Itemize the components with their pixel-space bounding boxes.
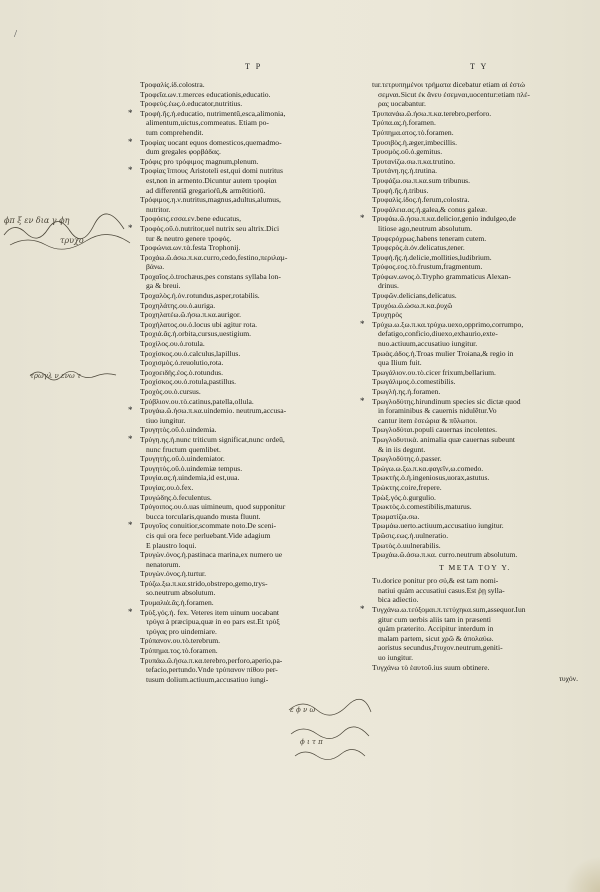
dictionary-entry	[372, 512, 578, 522]
entry-text: Τρυφὴ.ῆς.ἡ.delicie,mollities,ludibrium.	[372, 252, 492, 262]
dictionary-entry	[140, 464, 368, 474]
dictionary-entry	[372, 634, 578, 644]
dictionary-entry	[372, 349, 578, 359]
entry-text: tiuo iungitur.	[146, 415, 186, 425]
dictionary-entry	[140, 541, 368, 551]
dictionary-entry	[372, 387, 578, 397]
entry-text: Τρύφων.ωνος.ὁ.Trypho grammaticus Alexan-	[372, 271, 511, 281]
entry-text: σεμναι.Sicut ἐκ ἄνευ ἐσεμναι,uocentur:etiam πλέ-	[378, 89, 530, 99]
dictionary-entry	[140, 358, 368, 368]
dictionary-entry	[372, 166, 578, 176]
entry-text: Τρύπα.ας.ἡ.foramen.	[372, 118, 436, 128]
entry-text: Τρυγητὸς.οῦ.ὁ.uindemiæ tempus.	[140, 463, 243, 473]
dictionary-entry	[372, 445, 578, 455]
entry-text: Τρώγω.ω.ξω.π.κα.φαγεῖν,ω.comedo.	[372, 463, 484, 473]
dictionary-entry	[140, 588, 368, 598]
entry-text: Τρωματίζω.σω.	[372, 511, 420, 521]
entry-text: Τροχισμὸς.ὁ.reuolutio,rota.	[140, 358, 224, 368]
dictionary-entry	[372, 195, 578, 205]
entry-text: Τρύπημα.τος.τὸ.foramen.	[140, 646, 218, 656]
entry-text: Τρύφος.εος.τὸ.frustum,fragmentum.	[372, 262, 483, 272]
star-marker: *	[128, 405, 133, 416]
dictionary-entry	[140, 368, 368, 378]
entry-text: Τροχὸς.ου.ὁ.cursus.	[140, 387, 201, 396]
entry-text: Τρωγλοδυτικὰ. animalia quæ cauernas subeunt	[372, 434, 515, 444]
dictionary-entry	[140, 445, 368, 455]
entry-text: Τρὺξ.γός.ἡ. fex. Veteres item uinum uocabant	[140, 607, 280, 617]
entry-text: in foraminibus & cauernis nidulētur.Vo	[378, 406, 497, 416]
entry-text: Τρωτὸς.ὁ.uulnerabilis.	[372, 540, 441, 550]
dictionary-entry	[372, 483, 578, 493]
dictionary-entry	[372, 310, 578, 320]
dictionary-entry	[140, 253, 368, 263]
dictionary-entry	[140, 627, 368, 637]
dictionary-entry	[140, 473, 368, 483]
entry-text: tusum dolium.actiuum,accusatiuo iungi-	[146, 674, 269, 684]
entry-text: Τροχίλος.ου.ὁ.rotula.	[140, 339, 205, 349]
entry-text: Τρόφιμος.η.ν.nutritus,magnus,adultus,alumus,	[140, 195, 281, 205]
entry-text: Τροχάω.ῶ.άσω.π.κα.curro,cedo,festino,περιλαμ-	[140, 252, 288, 262]
entry-text: Τρυσμὸς.οῦ.ὁ.gemitus.	[372, 147, 443, 157]
dictionary-entry	[140, 157, 368, 167]
dictionary-entry	[372, 243, 578, 253]
entry-text: βάνω.	[146, 262, 165, 272]
dictionary-entry	[360, 318, 578, 330]
dictionary-entry	[140, 387, 368, 397]
dictionary-entry	[140, 656, 368, 666]
dictionary-entry	[372, 368, 578, 378]
dictionary-entry	[372, 406, 578, 416]
dictionary-entry	[140, 416, 368, 426]
dictionary-entry	[372, 653, 578, 663]
dictionary-entry	[360, 604, 578, 615]
dictionary-entry	[128, 107, 368, 119]
dictionary-entry	[360, 213, 578, 224]
handwritten-note: τρυχο	[60, 236, 84, 245]
entry-text: tur & neutro genere τροφός.	[146, 233, 232, 243]
entry-text: ρας uocabantur.	[378, 99, 426, 109]
entry-text: Τροχίσκος.ου.ὁ.rotula,pastillus.	[140, 377, 237, 387]
entry-text: Τρυφὴ.ῆς.ἡ.tribus.	[372, 185, 429, 195]
entry-text: Τρυγίας.ου.ὁ.fex.	[140, 482, 194, 492]
star-marker: *	[360, 213, 365, 224]
entry-text: Τρύζω.ξω.π.κα.strido,obstrepo,gemo,trys-	[140, 578, 268, 588]
entry-text: Τροφαλίς.ίδ.colostra.	[140, 80, 205, 89]
dictionary-entry	[372, 329, 578, 339]
entry-text: cis qui ora fece perluebant.Vide adagium	[146, 530, 271, 540]
dictionary-entry	[140, 80, 368, 90]
dictionary-entry	[140, 205, 368, 215]
dictionary-entry	[372, 272, 578, 282]
dictionary-entry	[372, 416, 578, 426]
entry-text: est,non in armento.Dicuntur autem τροφίαι	[146, 175, 277, 185]
running-head-right: T Y	[470, 62, 489, 71]
entry-text: cantur item ἑσεώρια & πῦλωποι.	[378, 415, 478, 425]
entry-text: Τροχοειδὴς.έος.ὁ.rotundus.	[140, 367, 223, 377]
entry-text: Τρυφερόχρως.habens teneram cutem.	[372, 233, 487, 243]
margin-mark: /	[14, 28, 18, 40]
dictionary-entry	[372, 234, 578, 244]
entry-text: Τρυγοῖος conuitior,scommate noto.De sceni-	[140, 521, 277, 531]
entry-text: Τρύπανον.ου.τὸ.terebrum.	[140, 636, 221, 646]
entry-text: nenatorum.	[146, 559, 181, 569]
entry-text: Τρωκτὸς.ὁ.comestibilis,maturus.	[372, 502, 472, 512]
entry-text: Τρυμαλιὰ.ᾶς.ἡ.foramen.	[140, 598, 214, 608]
entry-text: Τρυφάλεια.ας.ἡ.galea,& conus galeæ.	[372, 204, 488, 214]
entry-text: Τροφώνια.ων.τὰ.festa Trophonij.	[140, 243, 241, 253]
entry-text: E plaustro loqui.	[146, 540, 197, 550]
entry-text: Τρωγλοδύτης.hirundinum species sic dictæ quod	[372, 396, 521, 406]
entry-text: Τρυπανάω.ῶ.ήσω.π.κα.terebro,perforo.	[372, 108, 492, 118]
entry-text: alimentum,uictus,commeatus. Etiam po-	[146, 118, 269, 128]
dictionary-entry	[140, 675, 368, 685]
entry-text: Τρωγλὴ.ης.ἡ.foramen.	[372, 387, 441, 396]
dictionary-entry	[140, 493, 368, 503]
entry-text: tefacio,pertundo.Vnde τρύπανον πίθου per-	[146, 665, 278, 675]
dictionary-entry	[372, 262, 578, 272]
entry-text: Τρυφερὸς.ὰ.όν.delicatus,tener.	[372, 243, 465, 253]
dictionary-entry	[372, 147, 578, 157]
dictionary-entry	[128, 136, 368, 148]
entry-text: Τρωγάλιον.ου.τὸ.cicer frixum,bellarium.	[372, 367, 496, 377]
dictionary-entry	[140, 512, 368, 522]
entry-text: Τροφὴ.ῆς.ἡ.educatio, nutrimentū,esca,alimonia,	[140, 108, 286, 118]
dictionary-entry	[140, 291, 368, 301]
entry-text: Τρυγητὴς.οῦ.ὁ.uindemiator.	[140, 454, 225, 464]
dictionary-entry	[128, 405, 368, 416]
entry-text: Τρύγη.ης.ἡ.nunc triticum significat,nunc ordeū,	[140, 434, 285, 444]
dictionary-entry	[140, 397, 368, 407]
dictionary-entry	[140, 349, 368, 359]
star-marker: *	[128, 165, 133, 176]
running-head-left: T P	[245, 62, 263, 71]
entry-text: τρύγας pro uindemiare.	[146, 626, 217, 636]
star-marker: *	[128, 107, 133, 118]
dictionary-entry	[140, 272, 368, 282]
dictionary-entry	[372, 253, 578, 263]
dictionary-entry	[140, 310, 368, 320]
entry-text: Τροφεῖα.ων.τ.merces educationis,educatio.	[140, 89, 271, 99]
dictionary-entry	[372, 186, 578, 196]
handwritten-note: ϕπ ξ εν δια γ ϕη	[4, 216, 70, 225]
entry-text: ad differentiā gregarioṙū,& armētitioṙū.	[146, 185, 266, 195]
right-column	[360, 80, 578, 684]
dictionary-entry	[140, 377, 368, 387]
dictionary-entry	[140, 118, 368, 128]
entry-text: drinus.	[378, 281, 399, 291]
dictionary-entry	[140, 329, 368, 339]
entry-text: Τροχηλάτης.ου.ὁ.auriga.	[140, 300, 216, 310]
entry-text: Τρυχόω.ῶ.ώσω.π.κα.ῥυχῶ	[372, 300, 453, 310]
star-marker: *	[128, 222, 133, 233]
dictionary-entry	[128, 520, 368, 531]
dictionary-entry	[140, 483, 368, 493]
entry-text: Τρόφις pro τρόφιμος magnum,plenum.	[140, 156, 259, 166]
dictionary-entry	[128, 222, 368, 234]
dictionary-entry	[372, 521, 578, 531]
entry-text: Τυγχάνω τὸ ἑαυτοῦ.ius suum obtinere.	[372, 662, 490, 672]
entry-text: Τρύγοιπος.ου.ὁ.uas uimineum, quod supponitur	[140, 502, 286, 512]
dictionary-entry	[140, 90, 368, 100]
dictionary-entry	[140, 454, 368, 464]
dictionary-entry	[140, 579, 368, 589]
dictionary-entry	[372, 99, 578, 109]
dictionary-entry	[372, 643, 578, 653]
star-marker: *	[128, 606, 133, 617]
entry-text: quàm præterito. Accipitur interdum in	[378, 624, 494, 634]
dictionary-entry	[140, 425, 368, 435]
dictionary-entry	[140, 195, 368, 205]
dictionary-entry	[372, 595, 578, 605]
entry-text: Τρυτάνη.ης.ἡ.trutina.	[372, 166, 437, 176]
entry-text: Τρωμάω.uerto.actiuum,accusatiuo iungitur.	[372, 521, 504, 531]
entry-text: ga & breui.	[146, 281, 181, 291]
star-marker: *	[128, 433, 133, 444]
dictionary-entry	[372, 377, 578, 387]
star-marker: *	[128, 136, 133, 147]
dictionary-entry	[140, 243, 368, 253]
entry-text: Τρυγὼν.όνος.ἡ.turtur.	[140, 569, 207, 579]
entry-text: Τροχίσκος.ου.ὁ.calculus,lapillus.	[140, 348, 241, 358]
dictionary-entry	[140, 636, 368, 646]
entry-text: Τρωγάλιμος.ὁ.comestibilis.	[372, 377, 456, 387]
entry-text: Τρωγλοδύτης.ὁ.passer.	[372, 454, 442, 464]
entry-text: Τρωκτὴς.ὁ.ἡ.ingeniosus,uorax,astutus.	[372, 473, 490, 483]
entry-text: Τρυφάζω.σω.π.κα.sum tribunus.	[372, 175, 471, 185]
dictionary-entry	[372, 464, 578, 474]
dictionary-entry	[372, 493, 578, 503]
entry-text: Τροφὸς.οῦ.ὁ.nutritor,uel nutrix seu altrix.Dici	[140, 223, 280, 233]
page-corner-stain	[564, 856, 600, 892]
dictionary-entry	[140, 176, 368, 186]
dictionary-entry	[128, 165, 368, 176]
entry-text: Τροχιά.ᾶς.ἡ.orbita,cursus,uestigium.	[140, 329, 252, 339]
entry-text: Τρυσιβὸς.ἡ.æger,imbecillis.	[372, 137, 457, 147]
dictionary-entry	[140, 301, 368, 311]
entry-text: Τρυγία.ας.ἡ.uindemia,id est,uua.	[140, 473, 240, 483]
dictionary-entry	[372, 281, 578, 291]
dictionary-entry	[140, 569, 368, 579]
dictionary-entry	[128, 433, 368, 445]
right-column-entries	[360, 80, 578, 560]
handwritten-scribble	[28, 366, 138, 386]
dictionary-entry	[372, 550, 578, 560]
dictionary-entry	[372, 586, 578, 596]
star-marker: *	[360, 395, 365, 406]
dictionary-entry	[140, 320, 368, 330]
dictionary-entry	[372, 80, 578, 90]
dictionary-entry	[372, 454, 578, 464]
entry-text: Τρυγώδης.ὁ.feculentus.	[140, 492, 212, 502]
handwritten-scribble	[0, 205, 140, 255]
entry-text: Τροχαῖος.ὁ.trochæus,pes constans syllaba lon-	[140, 271, 281, 281]
dictionary-entry	[372, 176, 578, 186]
dictionary-entry	[372, 118, 578, 128]
dictionary-entry	[372, 541, 578, 551]
entry-text: gitur cum uerbis aliis tam in præsenti	[378, 614, 492, 624]
dictionary-entry	[140, 665, 368, 675]
dictionary-entry	[140, 560, 368, 570]
entry-text: Τροφεὺς.έως.ὁ.educator,nutritius.	[140, 99, 243, 109]
entry-text: litiose ago,neutrum absolutum.	[378, 223, 473, 233]
entry-text: aoristus secundus,ἔτυχον.neutrum,geniti-	[378, 643, 503, 653]
dictionary-entry	[372, 128, 578, 138]
dictionary-entry	[372, 425, 578, 435]
entry-text: so.neutrum absolutum.	[146, 588, 216, 598]
entry-text: Τρὼξ.γός.ὁ.gurgulio.	[372, 492, 436, 502]
entry-text: Τρύβλιον.ου.τὸ.catinus,patella,ollula.	[140, 396, 254, 406]
handwritten-note: ϕ ι τ π	[300, 738, 323, 746]
dictionary-entry	[372, 531, 578, 541]
handwritten-note: ε ϕ ν ω	[290, 706, 316, 714]
dictionary-entry	[140, 646, 368, 656]
entry-text: & in iis degunt.	[378, 444, 426, 454]
dictionary-entry	[372, 339, 578, 349]
dictionary-entry	[372, 663, 578, 673]
entry-text: Τρυφάω.ῶ.ήσω.π.κα.delicior,genio indulgeo,de	[372, 214, 516, 224]
dictionary-entry	[140, 128, 368, 138]
entry-text: bucca torcularis,quando musta fluunt.	[146, 511, 261, 521]
dictionary-entry	[372, 157, 578, 167]
star-marker: *	[360, 604, 365, 615]
dictionary-entry	[372, 291, 578, 301]
entry-text: Τρῶσις.εως.ἡ.uulneratio.	[372, 530, 449, 540]
entry-text: τρύγα à præcipua,quæ in eo pars est.Et τρὺξ	[146, 617, 280, 627]
dictionary-entry	[372, 615, 578, 625]
dictionary-entry	[140, 281, 368, 291]
entry-text: Τρυπάω.ῶ.ήσω.π.κα.terebro,perforo,aperio,pa-	[140, 655, 283, 665]
dictionary-entry	[360, 395, 578, 407]
dictionary-entry	[372, 90, 578, 100]
entry-text: Τρυγὼν.όνος.ἡ.pastinaca marina,ex numero ue	[140, 550, 283, 560]
dictionary-entry	[140, 214, 368, 224]
entry-text: natiui quàm accusatiui casus.Est ῥῃ sylla-	[378, 585, 505, 595]
dictionary-entry	[372, 358, 578, 368]
entry-text: Τρύχω.ω.ξω.π.κα.τρύχω.uexo,opprimo,corrumpo,	[372, 319, 524, 329]
entry-text: Τρωχάω.ῶ.άσω.π.κα. curro.neutrum absolutum.	[372, 550, 518, 560]
handwritten-note: τρωγλ ν ενω τ	[30, 372, 81, 380]
dictionary-entry	[140, 262, 368, 272]
entry-text: Τροφόεις.εσσα.εν.bene educatus,	[140, 214, 242, 224]
dictionary-entry	[140, 99, 368, 109]
dictionary-entry	[140, 531, 368, 541]
entry-text: uo iungitur.	[378, 653, 414, 663]
entry-text: Τρωὰς.άδος.ἡ.Troas mulier Troiana,& regio in	[372, 348, 514, 358]
dictionary-entry	[372, 109, 578, 119]
star-marker: *	[360, 318, 365, 329]
dictionary-entry	[140, 186, 368, 196]
entry-text: Τροχηλατέω.ῶ.ήσω.π.κα.aurigor.	[140, 310, 241, 320]
dictionary-entry	[372, 138, 578, 148]
entry-text: Τρυτανίζω.σω.π.κα.trutino.	[372, 156, 455, 166]
dictionary-entry	[372, 624, 578, 634]
dictionary-entry	[140, 147, 368, 157]
entry-text: Τρυγάω.ῶ.ήσω.π.κα.uindemio. neutrum,accusa-	[140, 406, 287, 416]
dictionary-entry	[140, 617, 368, 627]
entry-text: Τρυφῶν.delicians,delicatus.	[372, 291, 457, 301]
entry-text: Τυγχάνω.ω.τεύξομαι.π.τετύχηκα.sum,assequor.Iun	[372, 605, 526, 615]
entry-text: Τρυχηρὸς	[372, 310, 403, 320]
entry-text: qua Ilium fuit.	[378, 358, 422, 368]
section-heading: T META TOY Υ.	[439, 562, 511, 572]
entry-text: Τρωγλοδύται.populi cauernas incolentes.	[372, 425, 498, 435]
handwritten-scribble	[285, 690, 375, 780]
entry-text: Τρύπημα.ατος.τὸ.foramen.	[372, 127, 454, 137]
dictionary-entry	[140, 339, 368, 349]
entry-text: Τρυγητὸς.οῦ.ὁ.uindemia.	[140, 425, 217, 435]
entry-text: Τρώκτης.coire,frepere.	[372, 482, 442, 492]
entry-text: tum comprehendit.	[146, 127, 204, 137]
entry-text: nutritor.	[146, 204, 171, 214]
dictionary-entry	[372, 301, 578, 311]
left-column	[128, 80, 368, 684]
dictionary-entry	[372, 473, 578, 483]
entry-text: dum gregales φορβάδας.	[146, 147, 221, 157]
entry-text: nunc fructum quemlibet.	[146, 444, 221, 454]
dictionary-entry	[140, 598, 368, 608]
dictionary-entry	[140, 550, 368, 560]
dictionary-entry	[372, 576, 578, 586]
entry-text: Τυ.dorice ponitur pro σύ,& est tam nomi-	[372, 576, 499, 586]
entry-text: Τροχήλατος.ου.ὁ.locus ubi agitur rota.	[140, 319, 257, 329]
dictionary-entry	[372, 224, 578, 234]
entry-text: tur.τετρυπημένοι τρήματα dicebatur etiam αἰ ἑστώ	[372, 80, 525, 89]
dictionary-entry	[140, 234, 368, 244]
dictionary-entry	[372, 435, 578, 445]
entry-text: Τροφίας ἵππους Aristoteli est,qui domi nutritus	[140, 166, 283, 176]
entry-text: defatigo,conficio,diuexo,exhaurio,exte-	[378, 329, 498, 339]
dictionary-entry	[128, 606, 368, 618]
entry-text: Τρυφαλὶς.ίδος.ἡ.ferum,colostra.	[372, 195, 470, 205]
catchword: τυχόν.	[558, 674, 578, 684]
entry-text: malam partem, sicut χρῶ & ἀπολαύω.	[378, 633, 494, 643]
dictionary-entry	[372, 502, 578, 512]
dictionary-entry	[140, 502, 368, 512]
entry-text: Τροφίας uocant equos domesticos,quemadmo-	[140, 137, 282, 147]
right-column-entries-after	[360, 576, 578, 672]
star-marker: *	[128, 520, 133, 531]
entry-text: bica adiectio.	[378, 595, 419, 605]
entry-text: nuo.actiuum,accusatiuo iungitur.	[378, 339, 478, 349]
dictionary-entry	[372, 205, 578, 215]
entry-text: Τροχαλὸς.ή.όν.rotundus,asper,rotabilis.	[140, 291, 260, 301]
